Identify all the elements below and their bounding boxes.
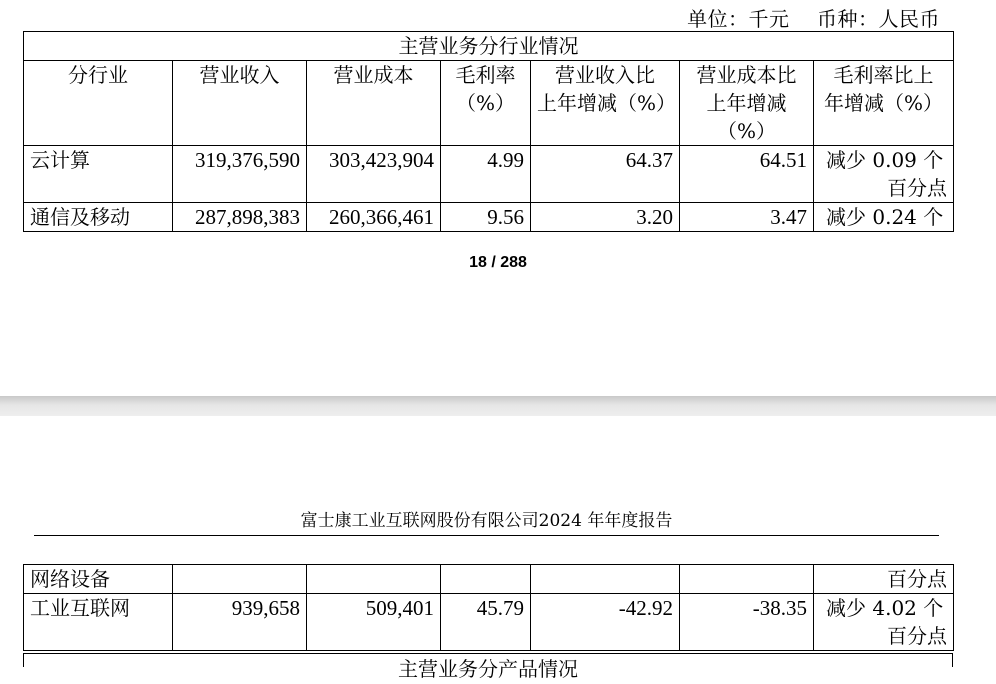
header-cost: 营业成本 [307, 61, 441, 146]
row-revenue: 287,898,383 [173, 203, 307, 232]
report-page-bottom [0, 416, 996, 681]
row-cost [307, 565, 441, 594]
row-margin-change [814, 594, 954, 651]
row-gross-margin [441, 565, 531, 594]
header-margin-change-line2: 年增减（%） [824, 91, 944, 115]
row-cost-change: -38.35 [680, 594, 814, 651]
row-segment: 工业互联网 [24, 594, 173, 651]
row-segment: 网络设备 [24, 565, 173, 594]
row-segment: 通信及移动 [24, 203, 173, 232]
running-header: 富士康工业互联网股份有限公司2024 年年度报告 [34, 506, 939, 536]
header-segment: 分行业 [24, 61, 173, 146]
table-title-row [24, 32, 954, 61]
segment-table [23, 31, 954, 232]
row-revenue-change: 3.20 [531, 203, 680, 232]
next-table-title: 主营业务分产品情况 [23, 653, 953, 667]
header-cost-change [680, 61, 814, 146]
row-margin-change-line2: 百分点 [887, 176, 948, 200]
table-title: 主营业务分行业情况 [24, 32, 954, 61]
row-margin-change [814, 146, 954, 203]
header-cost-change-line3: （%） [716, 119, 776, 143]
row-cost-change: 3.47 [680, 203, 814, 232]
header-margin-change-line1: 毛利率比上 [833, 63, 934, 87]
header-revenue-change-line2: 上年增减（%） [537, 91, 677, 115]
header-revenue: 营业收入 [173, 61, 307, 146]
header-margin-change [814, 61, 954, 146]
row-margin-change-line1: 减少 4.02 个 [826, 596, 944, 620]
header-cost-change-line1: 营业成本比 [696, 63, 797, 87]
header-gross-margin [441, 61, 531, 146]
row-revenue [173, 565, 307, 594]
row-revenue: 319,376,590 [173, 146, 307, 203]
page-separator [0, 396, 996, 416]
header-gross-margin-line2: （%） [455, 91, 515, 115]
row-revenue-change [531, 565, 680, 594]
header-cost-change-line2: 上年增减 [706, 91, 787, 115]
row-margin-change-line1: 减少 0.09 个 [826, 148, 944, 172]
header-revenue-change-line1: 营业收入比 [555, 63, 655, 87]
row-cost-change [680, 565, 814, 594]
row-margin-change: 减少 0.24 个 [814, 203, 954, 232]
segment-table-continued [23, 564, 954, 651]
header-revenue-change [531, 61, 680, 146]
row-cost: 509,401 [307, 594, 441, 651]
row-segment: 云计算 [24, 146, 173, 203]
header-gross-margin-line1: 毛利率 [455, 63, 516, 87]
table-row [24, 594, 954, 651]
row-margin-change-line2: 百分点 [887, 624, 947, 648]
row-revenue: 939,658 [173, 594, 307, 651]
row-margin-change: 百分点 [814, 565, 954, 594]
row-revenue-change: 64.37 [531, 146, 680, 203]
row-gross-margin: 9.56 [441, 203, 531, 232]
row-gross-margin: 45.79 [441, 594, 531, 651]
row-revenue-change: -42.92 [531, 594, 680, 651]
row-gross-margin: 4.99 [441, 146, 531, 203]
row-cost: 303,423,904 [307, 146, 441, 203]
unit-currency-note: 单位：千元 币种：人民币 [687, 7, 940, 31]
row-cost: 260,366,461 [307, 203, 441, 232]
row-cost-change: 64.51 [680, 146, 814, 203]
page-number: 18 / 288 [469, 254, 527, 271]
table-row [24, 146, 954, 203]
table-row [24, 565, 954, 594]
table-row [24, 203, 954, 232]
header-row [24, 61, 954, 146]
